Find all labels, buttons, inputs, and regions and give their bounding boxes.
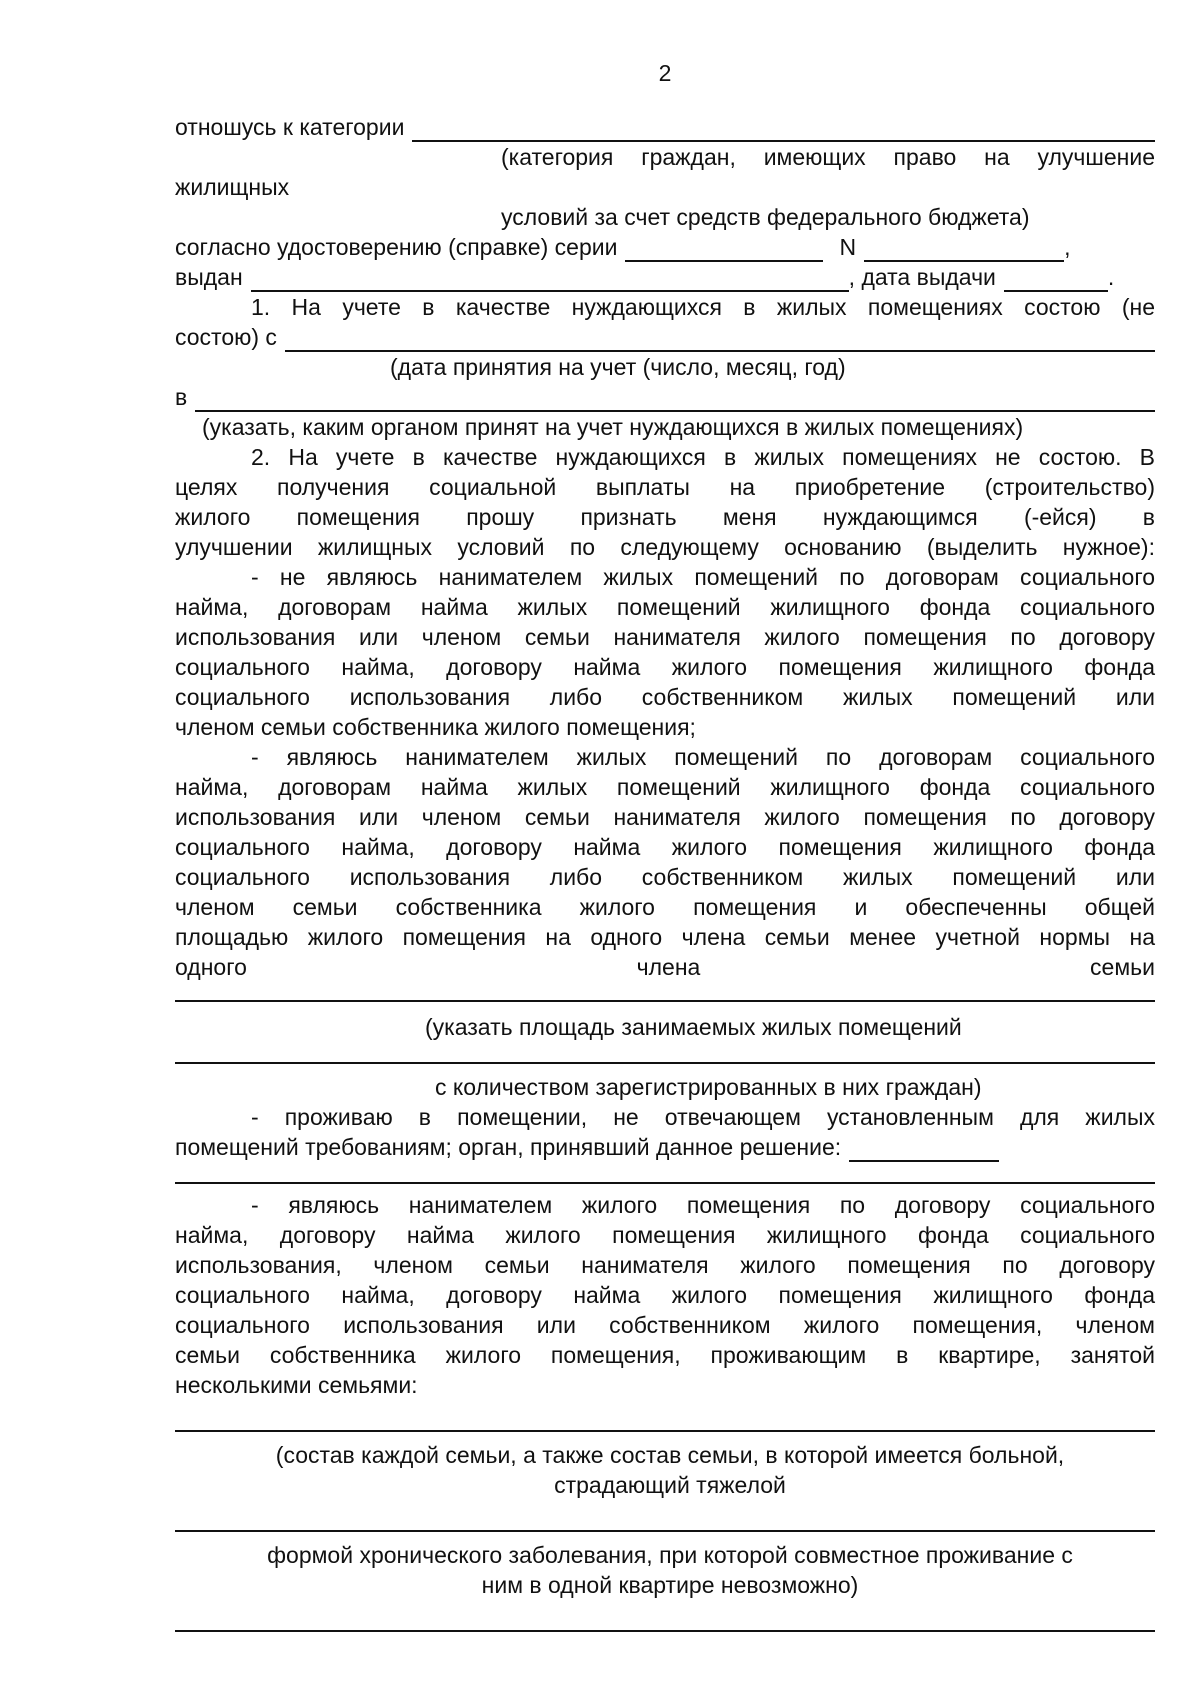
opt4-hint1: (состав каждой семьи, а также состав семьи, в которой имеется больной, <box>275 1442 1065 1468</box>
decision-authority-blank-2[interactable] <box>175 1182 1155 1184</box>
registration-date-blank[interactable] <box>285 328 1155 352</box>
p2-line-2: жилого помещения прошу признать меня нуждающимся (-ейся) в <box>175 504 1155 530</box>
opt4-hint2b: ним в одной квартире невозможно) <box>481 1572 859 1598</box>
p1-in: в <box>175 384 188 410</box>
p2-line-3: улучшении жилищных условий по следующему основанию (выделить нужное): <box>175 534 1155 560</box>
opt2-line-0: - являюсь нанимателем жилых помещений по договорам социального <box>251 744 1155 770</box>
category-label: отношусь к категории <box>175 114 405 140</box>
opt4-hint1b: страдающий тяжелой <box>554 1472 786 1498</box>
opt2-line-7: одного члена семьи <box>175 954 1155 980</box>
category-hint-1: (категория граждан, имеющих право на улучшение <box>501 144 1155 170</box>
final-blank[interactable] <box>175 1630 1155 1632</box>
opt3-last-line <box>175 1132 1155 1162</box>
opt1-line-0: - не являюсь нанимателем жилых помещений по договорам социального <box>251 564 1155 590</box>
certificate-label: согласно удостоверению (справке) серии <box>175 234 618 260</box>
p1-hint2: (указать, каким органом принят на учет нуждающихся в жилых помещениях) <box>202 414 1024 440</box>
p1-line: 1. На учете в качестве нуждающихся в жилых помещениях состою (не <box>251 294 1155 320</box>
p2-line-0: 2. На учете в качестве нуждающихся в жилых помещениях не состою. В <box>251 444 1155 470</box>
opt2-line-3: социального найма, договору найма жилого помещения жилищного фонда <box>175 834 1155 860</box>
p1-in-line <box>175 382 1155 412</box>
opt3-last: помещений требованиям; орган, принявший данное решение: <box>175 1134 842 1160</box>
opt2-line-6: площадью жилого помещения на одного члена семьи менее учетной нормы на <box>175 924 1155 950</box>
opt2-line-2: использования или членом семьи нанимателя жилого помещения по договору <box>175 804 1155 830</box>
opt4-line-2: использования, членом семьи нанимателя жилого помещения по договору <box>175 1252 1155 1278</box>
opt1-line-2: использования или членом семьи нанимателя жилого помещения по договору <box>175 624 1155 650</box>
opt4-line-0: - являюсь нанимателем жилого помещения по договору социального <box>251 1192 1155 1218</box>
category-blank[interactable] <box>412 118 1155 142</box>
area-blank[interactable] <box>175 1000 1155 1002</box>
opt4-hint2: формой хронического заболевания, при которой совместное проживание с <box>267 1542 1073 1568</box>
category-hint-2: условий за счет средств федерального бюджета) <box>501 204 1030 230</box>
issued-label: выдан <box>175 264 243 290</box>
p1-hint: (дата принятия на учет (число, месяц, год) <box>390 354 846 380</box>
category-hint-wrap: жилищных <box>175 174 290 200</box>
opt3-line-0: - проживаю в помещении, не отвечающем установленным для жилых <box>251 1104 1155 1130</box>
issued-line: выдан , дата выдачи . <box>175 264 1115 290</box>
p1-cont: состою) с <box>175 324 277 350</box>
opt2-hint1: (указать площадь занимаемых жилых помещений <box>425 1014 962 1040</box>
opt4-line-3: социального найма, договору найма жилого помещения жилищного фонда <box>175 1282 1155 1308</box>
issued-by-blank[interactable] <box>251 268 849 292</box>
number-label: N <box>839 234 857 260</box>
decision-authority-blank[interactable] <box>849 1138 999 1162</box>
opt4-line-4: социального использования или собственником жилого помещения, членом <box>175 1312 1155 1338</box>
opt2-line-4: социального использования либо собственником жилых помещений или <box>175 864 1155 890</box>
issue-date-blank[interactable] <box>1004 268 1108 292</box>
page-number: 2 <box>658 60 672 86</box>
registered-count-blank[interactable] <box>175 1062 1155 1064</box>
issue-date-label: , дата выдачи <box>848 264 996 290</box>
number-blank[interactable] <box>864 238 1064 262</box>
opt2-hint2: с количеством зарегистрированных в них граждан) <box>435 1074 982 1100</box>
series-blank[interactable] <box>625 238 823 262</box>
illness-blank[interactable] <box>175 1530 1155 1532</box>
category-line <box>175 112 1155 142</box>
certificate-line: согласно удостоверению (справке) серии N , <box>175 234 1071 260</box>
opt1-line-4: социального использования либо собственником жилых помещений или <box>175 684 1155 710</box>
opt1-line-3: социального найма, договору найма жилого помещения жилищного фонда <box>175 654 1155 680</box>
family-composition-blank[interactable] <box>175 1430 1155 1432</box>
opt4-line-5: семьи собственника жилого помещения, проживающим в квартире, занятой <box>175 1342 1155 1368</box>
p1-cont-line <box>175 322 1155 352</box>
opt2-line-1: найма, договорам найма жилых помещений жилищного фонда социального <box>175 774 1155 800</box>
opt4-line-1: найма, договору найма жилого помещения жилищного фонда социального <box>175 1222 1155 1248</box>
opt1-line-5: членом семьи собственника жилого помещения; <box>175 714 696 740</box>
opt1-line-1: найма, договорам найма жилых помещений жилищного фонда социального <box>175 594 1155 620</box>
p2-line-1: целях получения социальной выплаты на приобретение (строительство) <box>175 474 1155 500</box>
authority-blank[interactable] <box>195 388 1155 412</box>
opt2-line-5: членом семьи собственника жилого помещения и обеспеченны общей <box>175 894 1155 920</box>
opt4-last: несколькими семьями: <box>175 1372 418 1398</box>
